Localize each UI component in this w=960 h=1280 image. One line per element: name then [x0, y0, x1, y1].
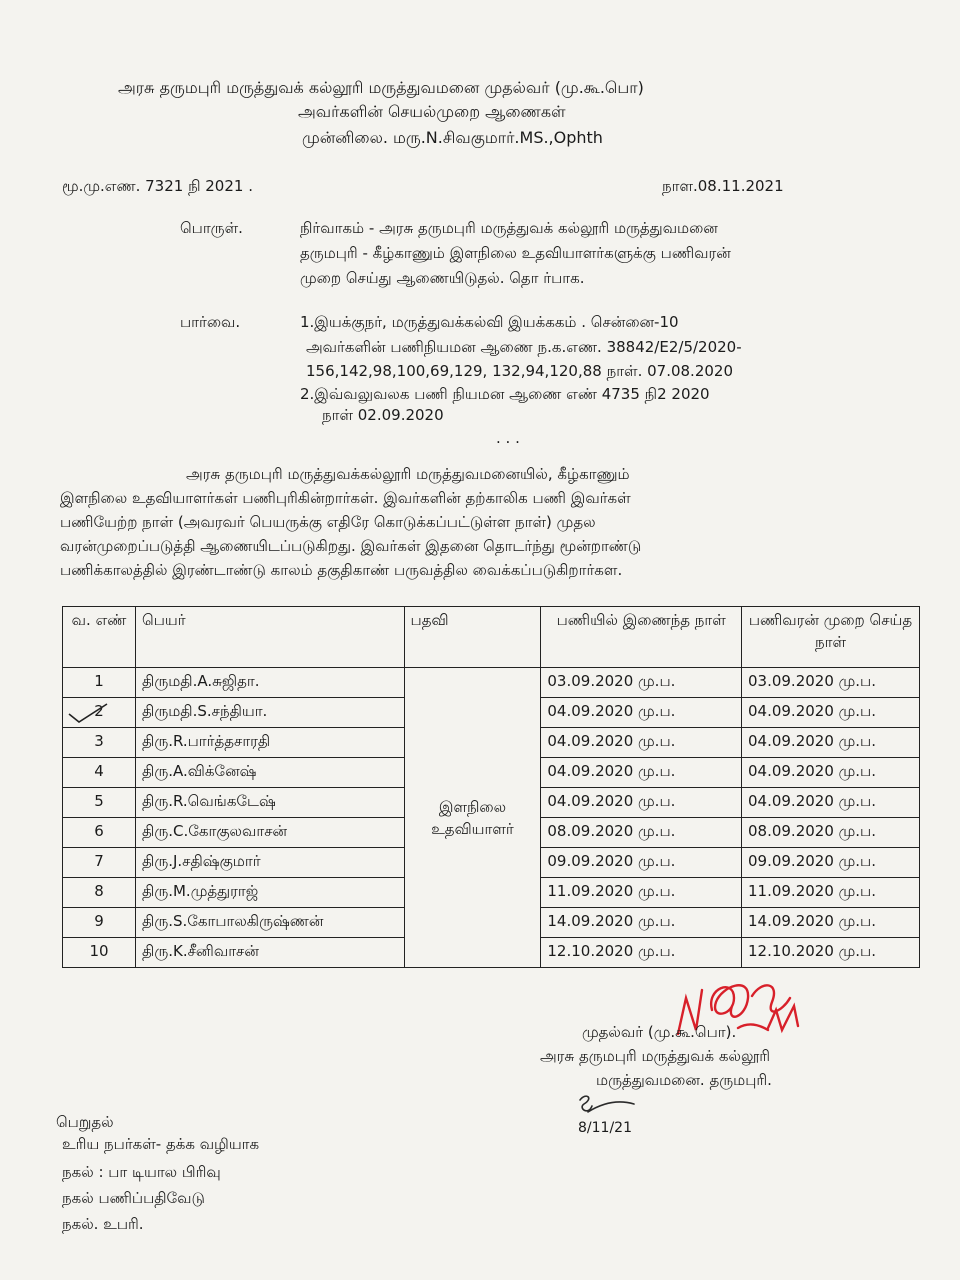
row-serial: 9 [63, 908, 136, 938]
row-name: திரு.S.கோபாலகிருஷ்ணன் [136, 908, 405, 938]
row-regularized-date: 09.09.2020 மு.ப. [741, 848, 919, 878]
table-row [63, 668, 920, 698]
subject-line: தருமபுரி - கீழ்காணும் இளநிலை உதவியாளர்களுக்கு பணிவரன் [300, 244, 731, 262]
header-joined-date: பணியில் இணைந்த நாள் [541, 607, 742, 668]
row-regularized-date: 12.10.2020 மு.ப. [741, 938, 919, 968]
row-name: திரு.M.முத்துராஜ் [136, 878, 405, 908]
row-serial: 7 [63, 848, 136, 878]
row-serial: 1 [63, 668, 136, 698]
row-regularized-date: 03.09.2020 மு.ப. [741, 668, 919, 698]
row-regularized-date: 04.09.2020 மு.ப. [741, 788, 919, 818]
body-line: இளநிலை உதவியாளர்கள் பணிபுரிகின்றார்கள். இவர்களின் தற்காலிக பணி இவர்கள் [60, 489, 631, 507]
row-regularized-date: 04.09.2020 மு.ப. [741, 758, 919, 788]
row-serial: 8 [63, 878, 136, 908]
reference-line: 2.இவ்வலுவலக பணி நியமன ஆணை எண் 4735 நி2 2020 [300, 385, 710, 403]
row-joined-date: 04.09.2020 மு.ப. [541, 788, 742, 818]
reference-number: மூ.மு.எண. 7321 நி 2021 . [62, 177, 253, 195]
row-serial: 3 [63, 728, 136, 758]
tick-mark-icon [67, 700, 111, 724]
row-regularized-date: 14.09.2020 மு.ப. [741, 908, 919, 938]
initial-date: 8/11/21 [578, 1120, 632, 1136]
table-header-row [63, 607, 920, 668]
row-joined-date: 08.09.2020 மு.ப. [541, 818, 742, 848]
copy-line: நகல் பணிப்பதிவேடு [62, 1189, 205, 1207]
row-name: திரு.R.வெங்கடேஷ் [136, 788, 405, 818]
row-joined-date: 04.09.2020 மு.ப. [541, 698, 742, 728]
staff-table [62, 606, 920, 968]
row-regularized-date: 11.09.2020 மு.ப. [741, 878, 919, 908]
recipients-heading: பெறுதல் [56, 1113, 114, 1131]
row-regularized-date: 08.09.2020 மு.ப. [741, 818, 919, 848]
body-line: பணியேற்ற நாள் (அவரவர் பெயருக்கு எதிரே கொடுக்கப்பட்டுள்ள நாள்) முதல [60, 513, 596, 531]
row-serial-value: 2 [94, 702, 104, 720]
signatory-line-2: அரசு தருமபுரி மருத்துவக் கல்லூரி [540, 1047, 771, 1065]
row-name: திரு.R.பார்த்தசாரதி [136, 728, 405, 758]
body-line: அரசு தருமபுரி மருத்துவக்கல்லூரி மருத்துவமனையில், கீழ்காணும் [186, 465, 630, 483]
row-joined-date: 04.09.2020 மு.ப. [541, 758, 742, 788]
recipients-line: உரிய நபர்கள்- தக்க வழியாக [62, 1135, 260, 1153]
header-name: பெயர் [136, 607, 405, 668]
row-joined-date: 04.09.2020 மு.ப. [541, 728, 742, 758]
subject-label: பொருள். [180, 219, 243, 237]
reference-line: அவர்களின் பணிநியமன ஆணை ந.க.எண. 38842/E2/5/2020- [306, 338, 742, 356]
signatory-line-3: மருத்துவமனை. தருமபுரி. [596, 1071, 772, 1089]
row-serial: 4 [63, 758, 136, 788]
copy-line: நகல். உபரி. [62, 1215, 144, 1233]
header-designation: பதவி [404, 607, 541, 668]
body-line: பணிக்காலத்தில் இரண்டாண்டு காலம் தகுதிகாண் பருவத்தில வைக்கப்படுகிறார்கள. [60, 561, 623, 579]
row-name: திரு.J.சதிஷ்குமார் [136, 848, 405, 878]
row-joined-date: 14.09.2020 மு.ப. [541, 908, 742, 938]
row-regularized-date: 04.09.2020 மு.ப. [741, 698, 919, 728]
row-serial: 6 [63, 818, 136, 848]
body-paragraph [60, 462, 920, 582]
separator-dots: . . . [496, 429, 520, 447]
row-joined-date: 09.09.2020 மு.ப. [541, 848, 742, 878]
reference-line: 156,142,98,100,69,129, 132,94,120,88 நாள். 07.08.2020 [306, 362, 733, 380]
subject-line: முறை செய்து ஆணையிடுதல். தொ ர்பாக. [300, 269, 585, 287]
row-serial: 10 [63, 938, 136, 968]
row-joined-date: 03.09.2020 மு.ப. [541, 668, 742, 698]
signatory-title: முதல்வர் (மு.கூ.பொ). [582, 1023, 737, 1041]
row-regularized-date: 04.09.2020 மு.ப. [741, 728, 919, 758]
order-date: நாள.08.11.2021 [662, 177, 784, 195]
subject-line: நிர்வாகம் - அரசு தருமபுரி மருத்துவக் கல்லூரி மருத்துவமனை [300, 219, 718, 237]
body-line: வரன்முறைப்படுத்தி ஆணையிடப்படுகிறது. இவர்கள் இதனை தொடர்ந்து மூன்றாண்டு [60, 537, 642, 555]
header-line-3: முன்னிலை. மரு.N.சிவகுமார்.MS.,Ophth [302, 128, 603, 147]
header-serial: வ. எண் [63, 607, 136, 668]
reference-label: பார்வை. [180, 313, 241, 331]
row-name: திரு.C.கோகுலவாசன் [136, 818, 405, 848]
row-name: திரு.A.விக்னேஷ் [136, 758, 405, 788]
designation-cell: இளநிலை உதவியாளர் [404, 668, 541, 968]
header-regularized-date: பணிவரன் முறை செய்த நாள் [741, 607, 919, 668]
reference-line: நாள் 02.09.2020 [322, 406, 444, 424]
reference-line: 1.இயக்குநர், மருத்துவக்கல்வி இயக்ககம் . சென்னை-10 [300, 313, 679, 331]
row-joined-date: 12.10.2020 மு.ப. [541, 938, 742, 968]
copy-line: நகல் : பா டியால பிரிவு [62, 1163, 221, 1181]
row-joined-date: 11.09.2020 மு.ப. [541, 878, 742, 908]
row-serial: 5 [63, 788, 136, 818]
header-line-2: அவர்களின் செயல்முறை ஆணைகள் [298, 102, 566, 121]
row-name: திருமதி.S.சந்தியா. [136, 698, 405, 728]
row-serial [63, 698, 136, 728]
row-name: திருமதி.A.சுஜிதா. [136, 668, 405, 698]
header-line-1: அரசு தருமபுரி மருத்துவக் கல்லூரி மருத்துவமனை முதல்வர் (மு.கூ.பொ) [118, 78, 644, 97]
row-name: திரு.K.சீனிவாசன் [136, 938, 405, 968]
